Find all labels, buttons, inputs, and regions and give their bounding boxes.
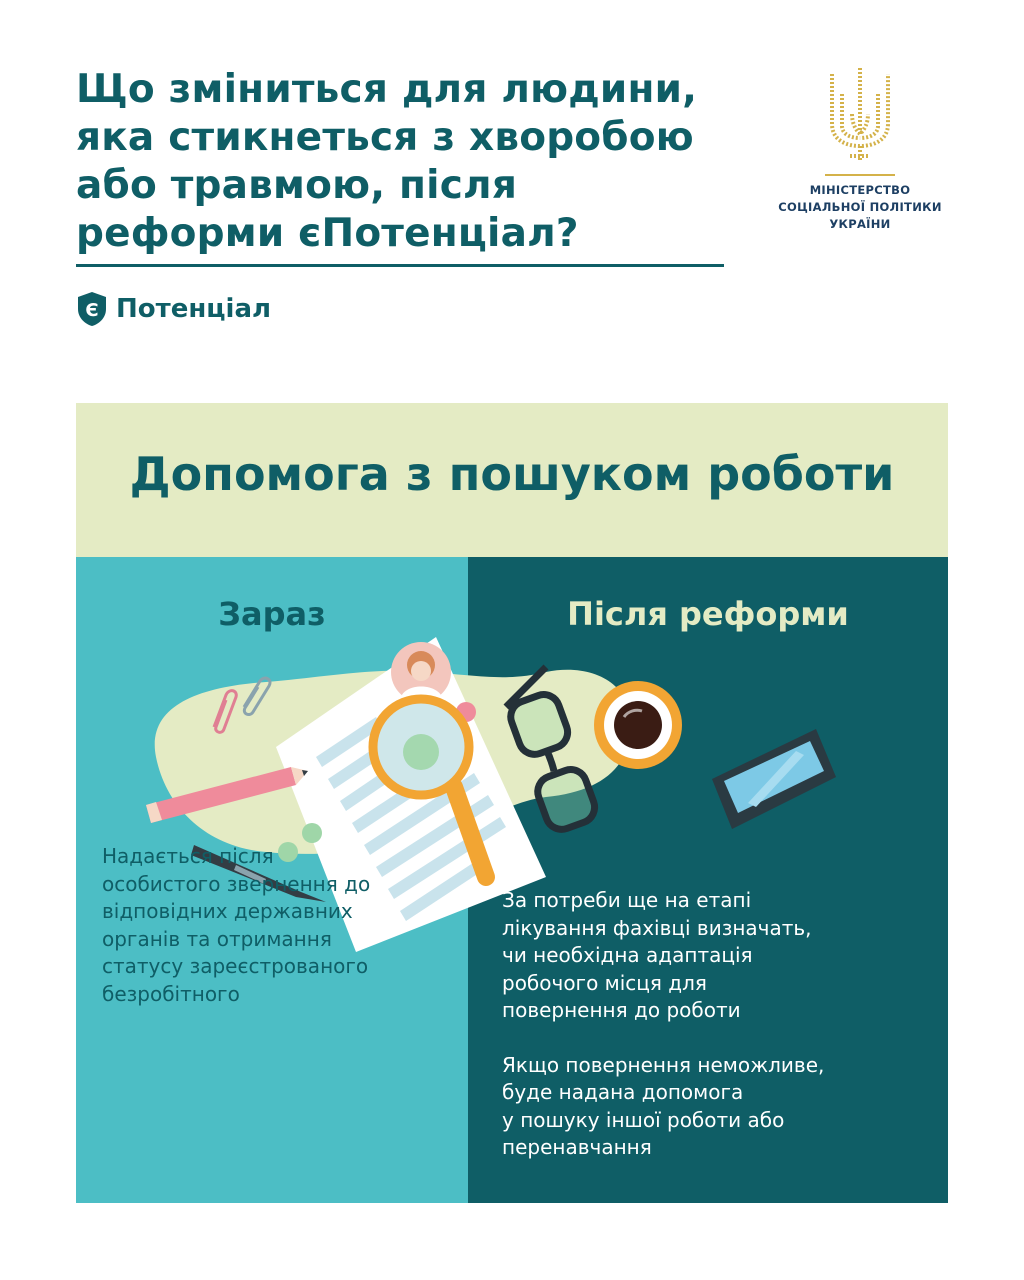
ministry-name (760, 182, 960, 233)
brand-name: Потенціал (116, 294, 272, 324)
brand-mark: Є (85, 300, 99, 321)
ministry-logo (760, 64, 960, 233)
text-line: повернення до роботи (502, 998, 741, 1022)
brand-logo (76, 290, 271, 328)
title-line: реформи єПотенціал? (76, 211, 579, 256)
text-line: чи необхідна адаптація (502, 943, 753, 967)
title-line: або травмою, після (76, 163, 518, 208)
text-line: лікування фахівці визначать, (502, 915, 812, 940)
page-title (76, 66, 736, 258)
text-line: особистого звернення до (102, 871, 371, 896)
text-line: робочого місця для (502, 970, 707, 995)
ministry-line: УКРАЇНИ (829, 217, 891, 231)
title-divider (76, 264, 724, 267)
text-line: Якщо повернення неможливе, (502, 1052, 825, 1077)
card-title: Допомога з пошуком роботи (129, 447, 895, 501)
smartphone-icon (712, 729, 836, 829)
text-line: буде надана допомога (502, 1080, 744, 1104)
column-now-text (102, 843, 452, 1008)
shield-icon (76, 291, 108, 327)
coffee-cup-icon (594, 681, 682, 769)
ministry-divider (825, 174, 895, 176)
paragraph-gap (502, 1025, 942, 1052)
text-line: відповідних державних (102, 899, 353, 923)
title-line: яка стикнеться з хворобою (76, 115, 694, 160)
text-line: у пошуку іншої роботи або (502, 1107, 785, 1132)
column-after-title: Після реформи (567, 595, 849, 633)
text-line: За потреби ще на етапі (502, 888, 752, 912)
ministry-line: СОЦІАЛЬНОЇ ПОЛІТИКИ (778, 200, 942, 214)
text-line: Надається після (102, 844, 274, 868)
column-now-title: Зараз (218, 595, 326, 633)
trident-icon (820, 64, 900, 164)
text-line: перенавчання (502, 1135, 652, 1159)
text-line: органів та отримання (102, 926, 332, 951)
ministry-line: МІНІСТЕРСТВО (809, 183, 911, 197)
card-header (76, 403, 948, 557)
avatar-icon (391, 642, 451, 702)
info-card (76, 403, 948, 1203)
text-line: безробітного (102, 981, 240, 1006)
text-line: статусу зареєстрованого (102, 954, 369, 978)
title-line: Що зміниться для людини, (76, 67, 698, 112)
column-after-text (502, 887, 942, 1162)
